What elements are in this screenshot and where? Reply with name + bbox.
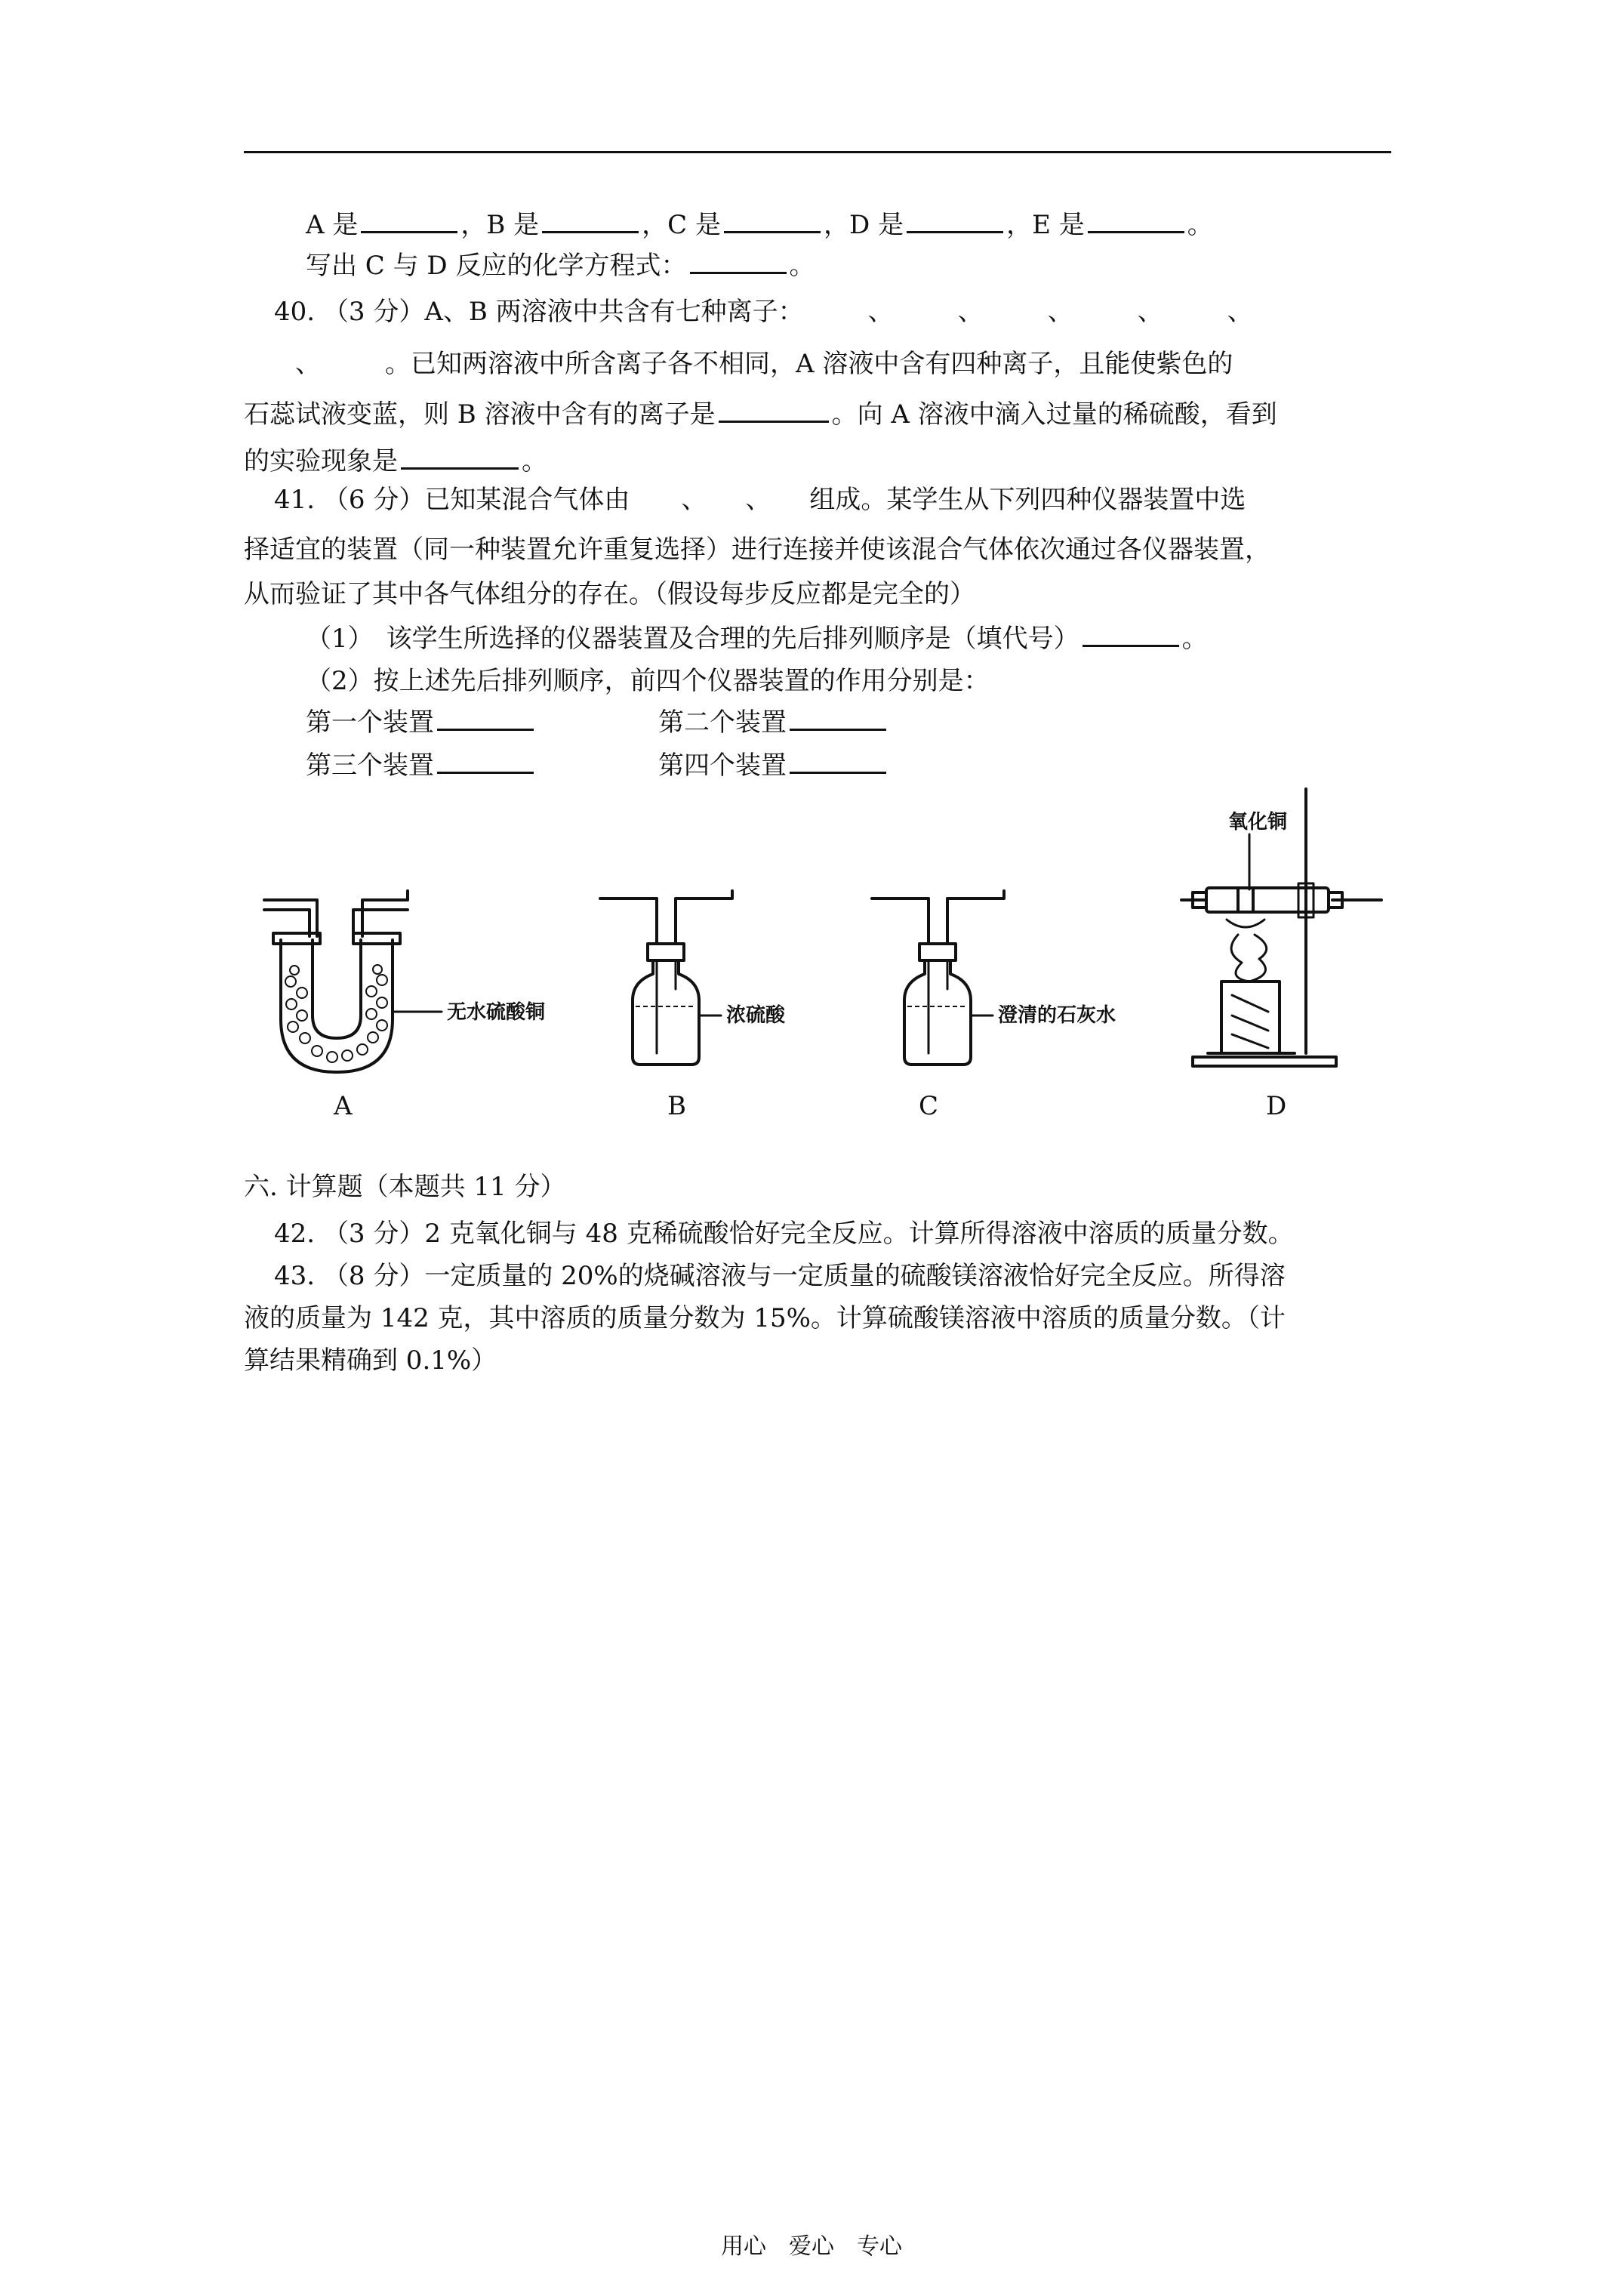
section6-title: 六. 计算题（本题共 11 分） [244,1172,566,1202]
q40-line2: 、 。已知两溶液中所含离子各不相同，A 溶液中含有四种离子，且能使紫色的 [244,349,1233,379]
reagent-label-cuo: 氧化铜 [1228,811,1288,834]
device-row-3: 第三个装置 [306,749,537,782]
q43-line2: 液的质量为 142 克，其中溶质的质量分数为 15%。计算硫酸镁溶液中溶质的质量分数。（计 [244,1303,1286,1333]
q39-answers-line: A 是 ，B 是 ，C 是 ，D 是 ，E 是 。 [306,210,1213,240]
q41-line1: 41. （6 分）已知某混合气体由 、 、 组成。某学生从下列四种仪器装置中选 [274,485,1246,515]
q39-equation-line: 写出 C 与 D 反应的化学方程式： 。 [306,251,815,281]
q41-line2: 择适宜的装置（同一种装置允许重复选择）进行连接并使该混合气体依次通过各仪器装置， [244,535,1270,565]
q41-sub1: （1） 该学生所选择的仪器装置及合理的先后排列顺序是（填代号） 。 [306,624,1208,654]
wash-bottle-b-drawing [600,891,732,1065]
wash-bottle-c-drawing [872,891,1004,1065]
device-row-2: 第二个装置 [658,706,889,739]
u-tube-drawing [264,891,442,1072]
apparatus-figure [0,0,1623,1102]
q43-line1: 43. （8 分）一定质量的 20%的烧碱溶液与一定质量的硫酸镁溶液恰好完全反应。所得溶 [274,1261,1286,1291]
reagent-label-limewater: 澄清的石灰水 [998,1004,1116,1027]
apparatus-label-a: A [334,1091,353,1121]
q41-sub2: （2）按上述先后排列顺序，前四个仪器装置的作用分别是： [306,666,990,696]
q40-line3: 石蕊试液变蓝，则 B 溶液中含有的离子是 。向 A 溶液中滴入过量的稀硫酸，看到 [244,399,1277,430]
q43-line3: 算结果精确到 0.1%） [244,1345,497,1376]
device-row-1: 第一个装置 [306,706,537,739]
q41-line3: 从而验证了其中各气体组分的存在。（假设每步反应都是完全的） [244,579,975,609]
q40-line1: 40. （3 分）A、B 两溶液中共含有七种离子： 、 、 、 、 、 [274,297,1253,327]
device-row-4: 第四个装置 [658,749,889,782]
reagent-label-conc-h2so4: 浓硫酸 [726,1004,786,1027]
apparatus-label-b: B [667,1091,686,1121]
q40-line4: 的实验现象是 。 [244,446,547,476]
apparatus-label-d: D [1266,1091,1287,1121]
apparatus-label-c: C [919,1091,939,1121]
q42-text: 42. （3 分）2 克氧化铜与 48 克稀硫酸恰好完全反应。计算所得溶液中溶质的质量分数。 [274,1219,1294,1249]
page-footer: 用心 爱心 专心 [721,2233,902,2260]
reagent-label-anhydrous-cuso4: 无水硫酸铜 [447,1001,546,1024]
